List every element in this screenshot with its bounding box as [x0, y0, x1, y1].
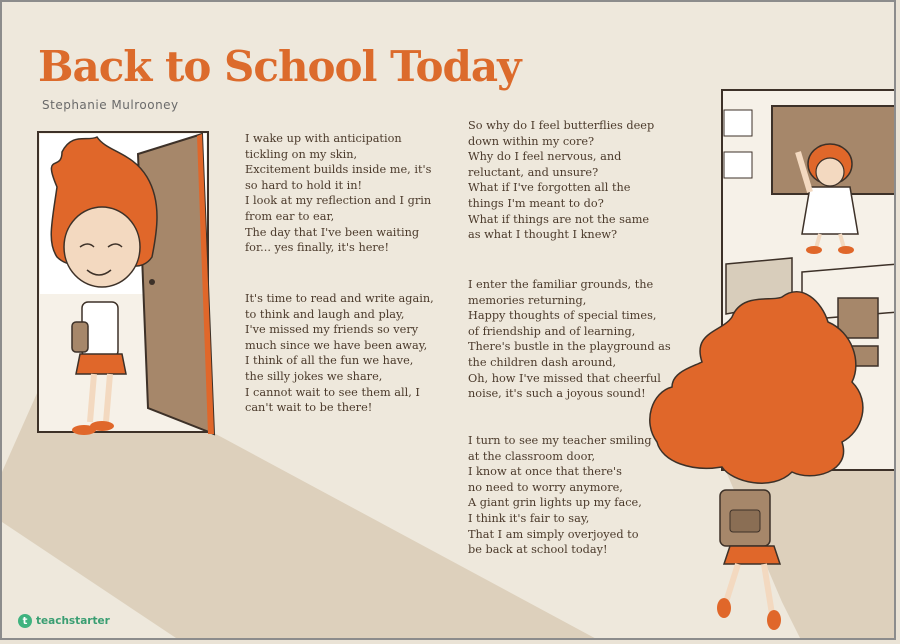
stanza-3 — [468, 118, 688, 243]
poem-author: Stephanie Mulrooney — [42, 98, 179, 112]
poem-line: down within my core? — [468, 134, 595, 148]
poem-line: The day that I've been waiting — [245, 225, 420, 239]
poem-line: Why do I feel nervous, and — [468, 150, 622, 164]
poem-line: I know at once that there's — [468, 465, 622, 479]
poem-line: can't wait to be there! — [245, 401, 373, 415]
poem-line: I've missed my friends so very — [245, 323, 419, 337]
poem-line: so hard to hold it in! — [245, 178, 363, 192]
poem-line: That I am simply overjoyed to — [468, 527, 639, 541]
poem-line: I think of all the fun we have, — [245, 354, 414, 368]
poem-line: It's time to read and write again, — [245, 292, 434, 305]
poem-line: What if I've forgotten all the — [468, 181, 631, 195]
poem-line: of friendship and of learning, — [468, 324, 636, 338]
poem-line: be back at school today! — [468, 543, 608, 557]
poem-line: So why do I feel butterflies deep — [468, 119, 655, 132]
poem-line: for... yes finally, it's here! — [245, 241, 390, 255]
poem-line: I cannot wait to see them all, I — [245, 385, 420, 399]
poem-line: I think it's fair to say, — [468, 511, 590, 525]
poem-line: A giant grin lights up my face, — [468, 496, 642, 510]
poem-line: much since we have been away, — [245, 338, 428, 352]
poem-line: as what I thought I knew? — [468, 228, 618, 242]
teachstarter-icon: t — [18, 614, 32, 628]
poem-line: the silly jokes we share, — [245, 369, 383, 383]
teachstarter-logo — [18, 614, 110, 628]
poem-line: memories returning, — [468, 293, 587, 307]
logo-text: teachstarter — [36, 615, 110, 627]
stanza-1 — [245, 131, 465, 256]
poem-line: Oh, how I've missed that cheerful — [468, 371, 661, 385]
poem-line: from ear to ear, — [245, 209, 335, 223]
poem-line: to think and laugh and play, — [245, 307, 405, 321]
poem-line: What if things are not the same — [468, 212, 650, 226]
poem-title: Back to School Today — [38, 42, 521, 91]
stanza-4 — [468, 277, 688, 402]
poem-line: reluctant, and unsure? — [468, 165, 599, 179]
stanza-2 — [245, 291, 465, 416]
poem-line: at the classroom door, — [468, 449, 596, 463]
poem-line: I enter the familiar grounds, the — [468, 278, 654, 291]
poem-line: the children dash around, — [468, 355, 617, 369]
poem-line: I wake up with anticipation — [245, 132, 402, 145]
poem-line: Excitement builds inside me, it's — [245, 163, 432, 177]
poem-line: tickling on my skin, — [245, 147, 358, 161]
poem-line: noise, it's such a joyous sound! — [468, 387, 646, 401]
poem-line: Happy thoughts of special times, — [468, 309, 657, 323]
poem-line: things I'm meant to do? — [468, 196, 604, 210]
stanza-5 — [468, 433, 688, 558]
poem-line: no need to worry anymore, — [468, 480, 623, 494]
poem-line: I turn to see my teacher smiling — [468, 434, 652, 447]
poem-line: There's bustle in the playground as — [468, 340, 671, 354]
poem-line: I look at my reflection and I grin — [245, 194, 432, 208]
